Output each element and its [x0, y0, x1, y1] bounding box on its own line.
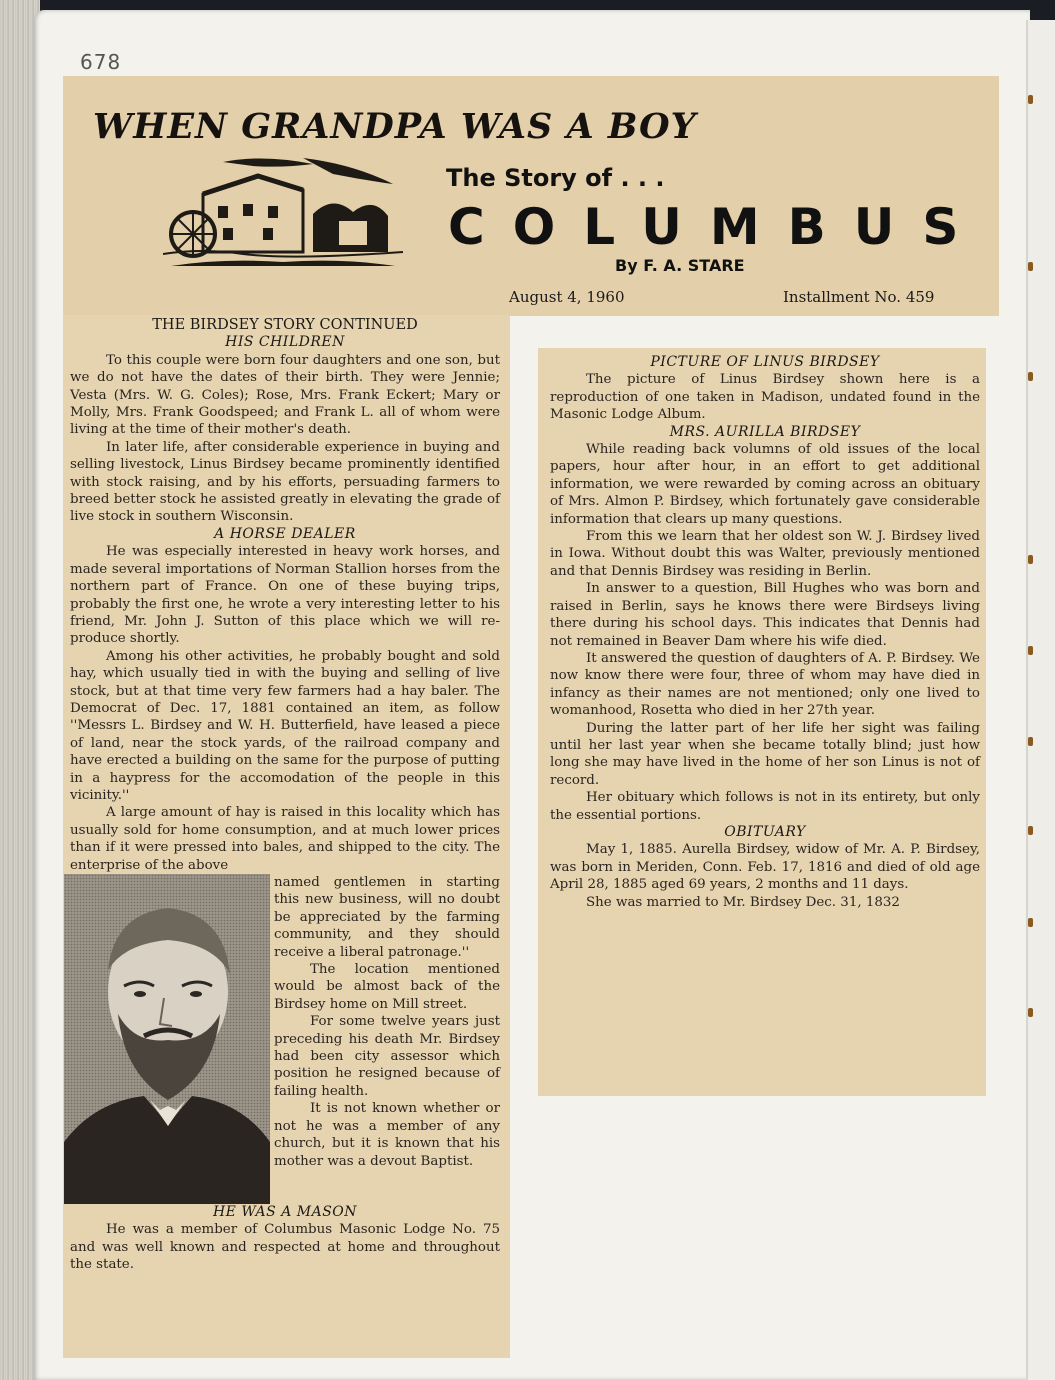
paragraph: While reading back volumns of old issues of the local papers, hour after hour, in an effort to get additional information, we were rewarded by coming across an obituary of Mrs. Almon P. Birdsey, which fortunately gave considerable information that clears up many questions.: [550, 442, 980, 527]
paragraph: Her obituary which follows is not in its entirety, but only the essential portions.: [550, 790, 980, 823]
binding-pin: [1028, 372, 1033, 381]
linus-birdsey-portrait: [64, 874, 270, 1204]
article-headline: THE BIRDSEY STORY CONTINUED: [152, 317, 418, 333]
paragraph: She was married to Mr. Birdsey Dec. 31, 1832: [586, 894, 900, 910]
binding-pin: [1028, 826, 1033, 835]
paragraph: The picture of Linus Birdsey shown here is a reproduction of one taken in Madison, undated found in the Masonic Lodge Album.: [550, 372, 980, 423]
right-column-text: [550, 354, 980, 911]
byline: By F. A. STARE: [615, 256, 745, 275]
paragraph: In later life, after considerable experience in buying and selling livestock, Linus Birdsey became prominently identified with stock raising, and by his efforts, persuading farmers to breed better stock he assisted greatly in elevating the grade of live stock in southern Wisconsin.: [70, 439, 500, 525]
installment-number: Installment No. 459: [783, 288, 935, 306]
binding-pin: [1028, 918, 1033, 927]
binding-pin: [1028, 555, 1033, 564]
paragraph: It is not known whether or not he was a member of any church, but it is known that his mother was a devout Baptist.: [274, 1101, 500, 1169]
subhead-obituary: OBITUARY: [724, 823, 806, 840]
column-kicker: WHEN GRANDPA WAS A BOY: [93, 106, 697, 147]
right-column-clipping: [538, 348, 986, 1096]
subhead-picture: PICTURE OF LINUS BIRDSEY: [650, 354, 880, 370]
paragraph: May 1, 1885. Aurella Birdsey, widow of Mr. A. P. Birdsey, was born in Meriden, Conn. Feb. 17, 1816 and died of old age April 28, 1885 aged 69 years, 2 months and 11 days.: [550, 842, 980, 893]
paragraph: For some twelve years just preceding his death Mr. Birdsey had been city assessor which position he resigned because of failing health.: [274, 1014, 500, 1099]
subhead-mason: HE WAS A MASON: [212, 1204, 358, 1220]
header-clipping: [63, 76, 999, 316]
binding-pin: [1028, 737, 1033, 746]
paragraph: named gentlemen in starting this new business, will no doubt be appreciated by the farming community, and they should receive a liberal patronage.'': [274, 875, 500, 960]
mill-illustration: [163, 154, 403, 274]
binding-pin: [1028, 262, 1033, 271]
left-column-clipping: [63, 315, 510, 1358]
paragraph: Among his other activities, he probably bought and sold hay, which usually tied in with the buying and selling of live stock, but at that time very few farmers had a hay baler. The Democrat of Dec. 17, 1881 contained an item, as follow ''Messrs L. Birdsey and W. H. Butterfield, have leased a piece of land, near the stock yards, of the railroad company and have erected a building on the same for the purpose of putting in a haypress for the accomodation of the people in this vicinity.'': [70, 648, 500, 803]
paragraph: From this we learn that her oldest son W. J. Birdsey lived in Iowa. Without doubt this was Walter, previously mentioned and that Dennis Birdsey was residing in Berlin.: [550, 529, 980, 579]
paragraph: The location mentioned would be almost back of the Birdsey home on Mill street.: [274, 962, 500, 1012]
series-title: COLUMBUS: [448, 198, 987, 256]
paragraph: During the latter part of her life her sight was failing until her last year when she became totally blind; just how long she may have lived in the home of her son Linus is not of record.: [550, 720, 980, 788]
paragraph: He was especially interested in heavy work horses, and made several importations of Norman Stallion horses from the northern part of France. On one of these buying trips, probably the first one, he wrote a very interesting letter to his friend, Mr. John J. Sutton of this place which we will re-produce shortly.: [70, 544, 500, 647]
left-column-text: [70, 317, 500, 1274]
paragraph: In answer to a question, Bill Hughes who was born and raised in Berlin, says he knows there were Birdseys living there during his school days. This indicates that Dennis had not remained in Beaver Dam where his wife died.: [550, 581, 980, 649]
binding-pin: [1028, 646, 1033, 655]
paragraph: He was a member of Columbus Masonic Lodge No. 75 and was well known and respected at home and throughout the state.: [70, 1222, 500, 1273]
subhead-his-children: HIS CHILDREN: [225, 334, 345, 351]
portrait-frame: [64, 874, 270, 1204]
subhead-horse-dealer: A HORSE DEALER: [214, 525, 356, 542]
binding-pin: [1028, 95, 1033, 104]
paragraph: To this couple were born four daughters and one son, but we do not have the dates of their birth. They were Jennie; Vesta (Mrs. W. G. Coles); Rose, Mrs. Frank Eckert; Mary or Molly, Mrs. Frank Goodspeed; and Frank L. all of whom were living at the time of their mother's death.: [70, 352, 500, 438]
story-of-label: The Story of . . .: [446, 164, 665, 192]
page-number: 678: [80, 50, 122, 74]
publication-date: August 4, 1960: [509, 288, 625, 306]
paragraph: It answered the question of daughters of A. P. Birdsey. We now know there were four, three of whom may have died in infancy as their names are not mentioned; only one lived to womanhood, Rosetta who died in her 27th year.: [550, 650, 980, 719]
binding-pin: [1028, 1008, 1033, 1017]
subhead-aurilla: MRS. AURILLA BIRDSEY: [669, 423, 861, 440]
paragraph: A large amount of hay is raised in this locality which has usually sold for home consumption, and at much lower prices than if it were pressed into bales, and shipped to the city. The enterprise of the above: [70, 805, 500, 873]
album-right-edge: [1026, 20, 1055, 1380]
